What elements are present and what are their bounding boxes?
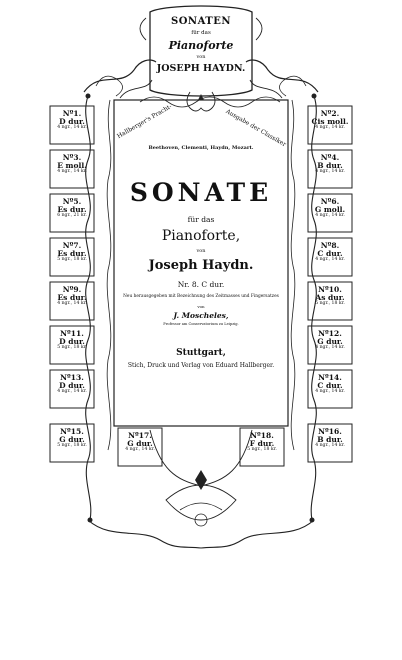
sonata-price: 4 ngr., 14 kr. <box>315 212 345 218</box>
sonata-key: As dur. <box>315 292 345 302</box>
sonata-box-1 <box>52 110 92 144</box>
sonata-price: 4 ngr., 14 kr. <box>315 388 345 394</box>
page-title: SONATE <box>129 178 273 207</box>
sonata-number: Nº10. <box>318 285 342 294</box>
sonata-key: G dur. <box>59 434 85 444</box>
sonata-number: Nº8. <box>320 241 340 250</box>
sonata-key: D dur. <box>59 336 85 346</box>
sonata-key: B dur. <box>317 434 343 444</box>
sonata-key: D dur. <box>59 380 85 390</box>
sonata-number: Nº9. <box>62 285 82 294</box>
sonata-number: Nº18. <box>250 431 274 440</box>
sonata-box-7 <box>52 242 92 276</box>
sonata-price: 5 ngr., 18 kr. <box>247 446 277 452</box>
sonata-key: G moll. <box>314 204 346 214</box>
sonata-price: 4 ngr., 14 kr. <box>315 256 345 262</box>
sonata-key: B dur. <box>317 160 343 170</box>
sonata-box-17 <box>120 432 160 466</box>
publisher-city: Stuttgart, <box>176 348 226 358</box>
sonata-price: 4 ngr., 14 kr. <box>315 442 345 448</box>
sonata-price: 4 ngr., 14 kr. <box>57 168 87 174</box>
sonata-price: 5 ngr., 18 kr. <box>315 300 345 306</box>
sonata-price: 4 ngr., 14 kr. <box>57 124 87 130</box>
sonata-key: G dur. <box>317 336 343 346</box>
sonata-box-4 <box>310 154 350 188</box>
banner-pianoforte: Pianoforte <box>168 39 234 52</box>
banner-fuer-das: für das <box>191 30 211 36</box>
sonata-key: F dur. <box>249 438 275 448</box>
sonata-key: C dur. <box>317 380 343 390</box>
edition-composers: Beethoven, Clementi, Haydn, Mozart. <box>148 145 254 151</box>
sonata-box-9 <box>52 286 92 320</box>
sonata-number: Nº13. <box>60 373 84 382</box>
sonata-number: Nº1. <box>62 109 82 118</box>
sonata-number: Nº14. <box>318 373 342 382</box>
sonata-number: Nº17. <box>128 431 152 440</box>
sonata-price: 5 ngr., 18 kr. <box>57 256 87 262</box>
banner-composer: JOSEPH HAYDN. <box>156 63 246 74</box>
title-by: von <box>197 304 205 309</box>
sonata-price: 5 ngr., 18 kr. <box>57 442 87 448</box>
sonata-price: 4 ngr., 14 kr. <box>315 344 345 350</box>
sonata-number: Nº15. <box>60 427 84 436</box>
sonata-number: Nº2. <box>320 109 340 118</box>
title-von: von <box>196 248 206 254</box>
sonata-number: Nº5. <box>62 197 82 206</box>
sonata-number: Nº3. <box>62 153 82 162</box>
title-instrument: Pianoforte, <box>161 228 241 244</box>
sonata-number: Nº4. <box>320 153 340 162</box>
title-editor: J. Moscheles, <box>173 311 229 320</box>
title-editor-role: Professor am Conservatorium zu Leipzig. <box>163 322 239 326</box>
sonata-key: C dur. <box>317 248 343 258</box>
banner-sonaten: SONATEN <box>171 16 231 27</box>
sonata-key: E moll. <box>57 160 87 170</box>
sonata-box-12 <box>310 330 350 364</box>
edition-arc-right: Ausgabe der Classiker <box>224 108 288 149</box>
sonata-box-14 <box>310 374 350 408</box>
sonata-key: Es dur. <box>57 292 87 302</box>
title-fuer-das: für das <box>187 215 215 224</box>
sonata-price: 4 ngr., 14 kr. <box>125 446 155 452</box>
sonata-box-13 <box>52 374 92 408</box>
sonata-key: Es dur. <box>57 248 87 258</box>
sonata-key: G dur. <box>127 438 153 448</box>
sonata-box-11 <box>52 330 92 364</box>
sonata-key: Cis moll. <box>311 116 349 126</box>
sonata-key: Es dur. <box>57 204 87 214</box>
title-number-key: Nr. 8. C dur. <box>177 280 225 289</box>
sonata-key: D dur. <box>59 116 85 126</box>
title-revision-note: Neu herausgegeben mit Bezeichnung des Zeitmasses und Fingersatzes <box>123 294 279 299</box>
sonata-box-5 <box>52 198 92 232</box>
sonata-price: 4 ngr., 14 kr. <box>57 388 87 394</box>
sonata-box-16 <box>310 428 350 462</box>
sonata-price: 4 ngr., 14 kr. <box>315 168 345 174</box>
sonata-price: 6 ngr., 21 kr. <box>57 212 87 218</box>
sonata-box-15 <box>52 428 92 462</box>
sonata-number: Nº6. <box>320 197 340 206</box>
banner-von: von <box>196 54 206 60</box>
sonata-price: 5 ngr., 18 kr. <box>57 344 87 350</box>
sonata-number: Nº12. <box>318 329 342 338</box>
sonata-box-6 <box>310 198 350 232</box>
sonata-price: 4 ngr., 14 kr. <box>315 124 345 130</box>
sonata-box-10 <box>310 286 350 320</box>
publisher-line: Stich, Druck und Verlag von Eduard Hallberger. <box>127 362 275 369</box>
title-composer: Joseph Haydn. <box>148 258 254 273</box>
sonata-box-8 <box>310 242 350 276</box>
edition-arc-left: Hallberger's Pracht- <box>116 103 174 141</box>
sonata-box-18 <box>242 432 282 466</box>
sonata-box-2 <box>310 110 350 144</box>
sonata-number: Nº7. <box>62 241 82 250</box>
sonata-box-3 <box>52 154 92 188</box>
sonata-price: 4 ngr., 14 kr. <box>57 300 87 306</box>
sonata-number: Nº16. <box>318 427 342 436</box>
sonata-number: Nº11. <box>60 329 84 338</box>
